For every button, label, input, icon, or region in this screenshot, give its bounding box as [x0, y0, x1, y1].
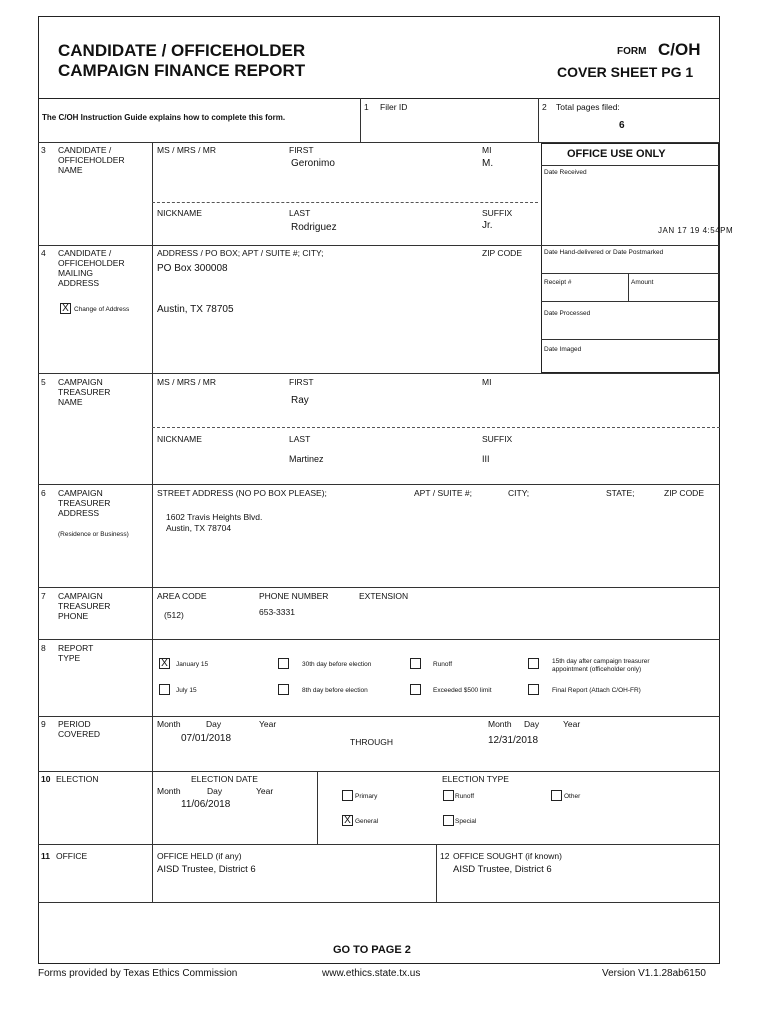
sec8-num: 8 — [41, 643, 46, 653]
primary-checkbox[interactable] — [342, 790, 353, 801]
sec10-num: 10 — [41, 774, 51, 784]
sec5-suffix-label: SUFFIX — [482, 434, 513, 444]
sec10-label: ELECTION — [56, 774, 99, 784]
sec7-ext-label: EXTENSION — [359, 591, 409, 601]
hand-delivered-label: Date Hand-delivered or Date Postmarked — [544, 249, 664, 256]
office-sought-label: OFFICE SOUGHT (if known) — [453, 851, 562, 861]
sec5-label-1: CAMPAIGN — [58, 377, 103, 387]
divider — [38, 587, 720, 588]
day15-label-2: appointment (officeholder only) — [552, 666, 642, 673]
sec9-through: THROUGH — [350, 737, 393, 747]
jan15-checkbox[interactable]: X — [159, 658, 170, 669]
divider — [541, 273, 719, 274]
forms-provided-by: Forms provided by Texas Ethics Commission — [38, 968, 238, 979]
divider — [360, 98, 361, 142]
sec5-first-value: Ray — [291, 395, 309, 406]
divider — [317, 771, 318, 844]
divider — [541, 245, 719, 246]
sec5-nick-label: NICKNAME — [157, 434, 202, 444]
sec9-year-label-2: Year — [563, 719, 581, 729]
sec3-last-value: Rodriguez — [291, 222, 337, 233]
runoff-checkbox[interactable] — [410, 658, 421, 669]
sec6-street-label: STREET ADDRESS (NO PO BOX PLEASE); — [157, 488, 327, 498]
sec6-label-1: CAMPAIGN — [58, 488, 103, 498]
sec9-day-label-2: Day — [524, 719, 540, 729]
amount-label: Amount — [631, 279, 654, 286]
sec8-label-1: REPORT — [58, 643, 94, 653]
special-checkbox[interactable] — [443, 815, 454, 826]
sec4-address-line1: PO Box 300008 — [157, 263, 228, 274]
sec3-mi-label: MI — [482, 145, 492, 155]
sec7-label-1: CAMPAIGN — [58, 591, 103, 601]
sec7-label-2: TREASURER — [58, 601, 111, 611]
sec9-month-label: Month — [157, 719, 181, 729]
sec9-num: 9 — [41, 719, 46, 729]
office-held-label: OFFICE HELD (if any) — [157, 851, 242, 861]
divider — [541, 165, 719, 166]
sec9-to-date: 12/31/2018 — [488, 735, 539, 746]
sec9-month-label-2: Month — [488, 719, 512, 729]
sec6-num: 6 — [41, 488, 46, 498]
form-prefix: FORM — [617, 46, 647, 57]
divider — [38, 639, 720, 640]
receipt-label: Receipt # — [544, 279, 572, 286]
version-label: Version V1.1.28ab6150 — [602, 968, 706, 979]
general-label: General — [355, 818, 379, 825]
divider — [38, 484, 720, 485]
divider — [541, 339, 719, 340]
day15-checkbox[interactable] — [528, 658, 539, 669]
sec3-label-1: CANDIDATE / — [58, 145, 112, 155]
sec7-num: 7 — [41, 591, 46, 601]
office-sought-value: AISD Trustee, District 6 — [453, 864, 552, 875]
divider — [38, 373, 720, 374]
sec4-address-label: ADDRESS / PO BOX; APT / SUITE #; CITY; — [157, 248, 324, 258]
primary-label: Primary — [355, 793, 378, 800]
sec3-label-3: NAME — [58, 165, 83, 175]
sec3-num: 3 — [41, 145, 46, 155]
sec6-zip-label: ZIP CODE — [664, 488, 704, 498]
sec10-date-label: ELECTION DATE — [191, 774, 258, 784]
jan15-label: January 15 — [176, 661, 209, 668]
sec4-label-2: OFFICEHOLDER — [58, 258, 125, 268]
sec4-zip-label: ZIP CODE — [482, 248, 522, 258]
divider — [436, 844, 437, 902]
form-title-line2: CAMPAIGN FINANCE REPORT — [58, 61, 306, 80]
office-held-value: AISD Trustee, District 6 — [157, 864, 256, 875]
sec4-label-4: ADDRESS — [58, 278, 100, 288]
sec3-mi-value: M. — [482, 158, 494, 169]
runoff-label: Runoff — [433, 661, 453, 668]
total-pages-label: Total pages filed: — [556, 102, 620, 112]
date-processed-label: Date Processed — [544, 310, 591, 317]
special-label: Special — [455, 818, 477, 825]
sec5-num: 5 — [41, 377, 46, 387]
divider — [38, 771, 720, 772]
divider — [628, 273, 629, 301]
divider — [38, 245, 541, 246]
form-code: C/OH — [658, 40, 701, 59]
exceeded-checkbox[interactable] — [410, 684, 421, 695]
sec6-sub-label: (Residence or Business) — [58, 531, 129, 538]
divider — [152, 142, 153, 902]
instruction-text: The C/OH Instruction Guide explains how to complete this form. — [42, 113, 286, 122]
sec8-label-2: TYPE — [58, 653, 81, 663]
sec9-label-1: PERIOD — [58, 719, 91, 729]
sec3-last-label: LAST — [289, 208, 311, 218]
sec5-first-label: FIRST — [289, 377, 314, 387]
sec5-ms-label: MS / MRS / MR — [157, 377, 217, 387]
sec6-address-line2: Austin, TX 78704 — [166, 523, 232, 533]
sec4-address-line2: Austin, TX 78705 — [157, 304, 234, 315]
general-checkbox[interactable]: X — [342, 815, 353, 826]
sec7-label-3: PHONE — [58, 611, 89, 621]
sec7-area-label: AREA CODE — [157, 591, 207, 601]
sec6-apt-label: APT / SUITE #; — [414, 488, 472, 498]
go-to-page-2: GO TO PAGE 2 — [333, 944, 411, 956]
sec10-day-label: Day — [207, 786, 223, 796]
sec10-date-value: 11/06/2018 — [181, 799, 231, 810]
sec5-last-value: Martinez — [289, 454, 324, 464]
sec4-label-3: MAILING — [58, 268, 93, 278]
exceeded-label: Exceeded $500 limit — [433, 687, 492, 694]
sec5-mi-label: MI — [482, 377, 492, 387]
change-of-address-label: Change of Address — [74, 306, 130, 313]
form-title-line1: CANDIDATE / OFFICEHOLDER — [58, 41, 306, 60]
sec11-num: 11 — [41, 851, 50, 861]
day30-label: 30th day before election — [302, 661, 372, 668]
sec3-label-2: OFFICEHOLDER — [58, 155, 125, 165]
date-imaged-label: Date Imaged — [544, 346, 582, 353]
sec11-label: OFFICE — [56, 851, 88, 861]
sec6-city-label: CITY; — [508, 488, 530, 498]
date-received-label: Date Received — [544, 169, 587, 176]
change-of-address-checkbox[interactable]: X — [60, 303, 71, 314]
sec3-first-label: FIRST — [289, 145, 314, 155]
final-report-checkbox[interactable] — [528, 684, 539, 695]
other-checkbox[interactable] — [551, 790, 562, 801]
sec9-label-2: COVERED — [58, 729, 101, 739]
total-pages-num: 2 — [542, 102, 547, 112]
divider — [38, 844, 720, 845]
sec9-from-date: 07/01/2018 — [181, 733, 232, 744]
divider — [152, 427, 720, 428]
sec12-num: 12 — [440, 851, 450, 861]
sec10-year-label: Year — [256, 786, 274, 796]
sec6-state-label: STATE; — [606, 488, 635, 498]
sec3-suffix-label: SUFFIX — [482, 208, 513, 218]
cover-sheet-label: COVER SHEET PG 1 — [557, 64, 694, 80]
sec3-nick-label: NICKNAME — [157, 208, 202, 218]
filer-id-num: 1 — [364, 102, 369, 112]
jul15-label: July 15 — [176, 687, 197, 694]
sec3-suffix-value: Jr. — [482, 220, 493, 231]
divider — [38, 902, 720, 903]
sec3-first-value: Geronimo — [291, 158, 335, 169]
sec9-year-label: Year — [259, 719, 277, 729]
sec4-num: 4 — [41, 248, 46, 258]
sec4-label-1: CANDIDATE / — [58, 248, 112, 258]
divider — [538, 98, 539, 142]
office-use-title: OFFICE USE ONLY — [567, 148, 666, 160]
divider — [541, 301, 719, 302]
sec6-address-line1: 1602 Travis Heights Blvd. — [166, 512, 263, 522]
sec10-month-label: Month — [157, 786, 181, 796]
jul15-checkbox[interactable] — [159, 684, 170, 695]
sec5-label-2: TREASURER — [58, 387, 111, 397]
divider — [38, 98, 720, 99]
sec9-day-label: Day — [206, 719, 222, 729]
sec5-label-3: NAME — [58, 397, 83, 407]
sec5-suffix-value: III — [482, 454, 490, 464]
sec6-label-2: TREASURER — [58, 498, 111, 508]
day30-checkbox[interactable] — [278, 658, 289, 669]
election-runoff-label: Runoff — [455, 793, 475, 800]
day15-label-1: 15th day after campaign treasurer — [552, 658, 650, 665]
final-report-label: Final Report (Attach C/OH-FR) — [552, 687, 641, 694]
sec7-phone-value: 653-3331 — [259, 607, 295, 617]
other-label: Other — [564, 793, 581, 800]
filer-id-label: Filer ID — [380, 102, 408, 112]
ethics-url: www.ethics.state.tx.us — [322, 968, 421, 979]
day8-label: 8th day before election — [302, 687, 368, 694]
sec3-ms-label: MS / MRS / MR — [157, 145, 217, 155]
sec10-type-label: ELECTION TYPE — [442, 774, 509, 784]
sec7-phone-label: PHONE NUMBER — [259, 591, 329, 601]
total-pages-value: 6 — [619, 120, 625, 131]
divider — [152, 202, 538, 203]
sec7-area-value: (512) — [164, 610, 184, 620]
election-runoff-checkbox[interactable] — [443, 790, 454, 801]
sec5-last-label: LAST — [289, 434, 311, 444]
day8-checkbox[interactable] — [278, 684, 289, 695]
divider — [38, 716, 720, 717]
received-stamp: JAN 17 19 4:54PM — [658, 226, 734, 235]
sec6-label-3: ADDRESS — [58, 508, 100, 518]
